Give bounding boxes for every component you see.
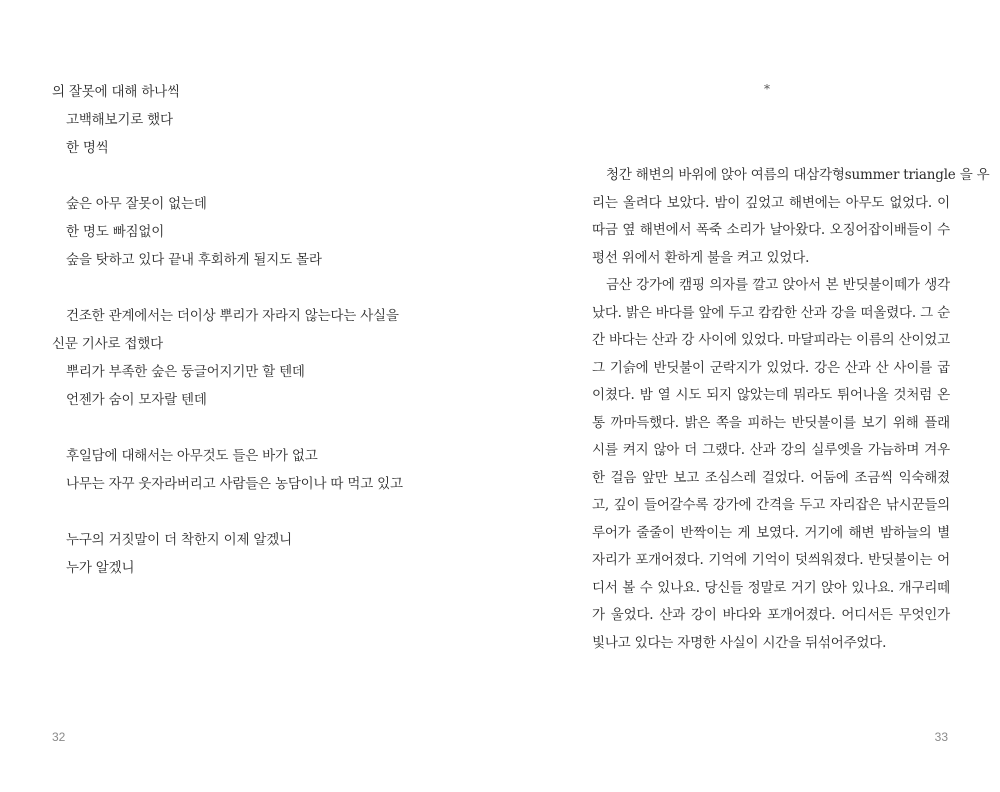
poem-text: [52, 78, 472, 582]
poem-line: 뿌리가 부족한 숲은 둥글어지기만 할 텐데: [66, 364, 305, 380]
prose-line: 리는 올려다 보았다. 밤이 깊었고 해변에는 아무도 없었다. 이: [592, 194, 950, 211]
stanza-break: [52, 162, 472, 190]
poem-line: 후일담에 대해서는 아무것도 들은 바가 없고: [66, 448, 318, 464]
prose-line: 고, 깊이 들어갈수록 강가에 간격을 두고 자리잡은 낚시꾼들의: [592, 497, 950, 513]
prose-line: 그 기슭에 반딧불이 군락지가 있었다. 강은 산과 산 사이를 굽: [592, 359, 950, 376]
prose-line: 평선 위에서 환하게 불을 켜고 있었다.: [592, 249, 810, 266]
prose-line: 가 울었다. 산과 강이 바다와 포개어졌다. 어디서든 무엇인가: [592, 607, 950, 623]
stanza-break: [52, 414, 472, 442]
prose-line: 청간 해변의 바위에 앉아 여름의 대삼각형summer triangle 을 우: [606, 167, 990, 183]
poem-line: 한 명씩: [66, 140, 109, 156]
poem-line: 나무는 자꾸 웃자라버리고 사람들은 농담이나 따 먹고 있고: [66, 476, 403, 492]
page-number-right: 33: [934, 730, 948, 744]
stanza-break: [52, 498, 472, 526]
poem-line: 한 명도 빠짐없이: [66, 224, 165, 240]
prose-text: [592, 162, 990, 657]
poem-line: 의 잘못에 대해 하나씩: [52, 84, 180, 100]
prose-line: 한 걸음 앞만 보고 조심스레 걸었다. 어둠에 조금씩 익숙해졌: [592, 469, 950, 486]
page-number-left: 32: [52, 730, 66, 744]
prose-line: 자리가 포개어졌다. 기억에 기억이 덧씌워졌다. 반딧불이는 어: [592, 552, 950, 568]
prose-line: 금산 강가에 캠핑 의자를 깔고 앉아서 본 반딧불이떼가 생각: [606, 277, 950, 293]
prose-line: 간 바다는 산과 강 사이에 있었다. 마달피라는 이름의 산이었고: [592, 332, 950, 348]
section-mark: *: [764, 82, 770, 96]
poem-line: 신문 기사로 접했다: [52, 336, 163, 352]
prose-line: 났다. 밝은 바다를 앞에 두고 캄캄한 산과 강을 떠올렸다. 그 순: [592, 304, 950, 321]
poem-line: 언젠가 숨이 모자랄 텐데: [66, 392, 207, 408]
prose-line: 디서 볼 수 있나요. 당신들 정말로 거기 앉아 있나요. 개구리떼: [592, 579, 950, 596]
poem-line: 숲을 탓하고 있다 끝내 후회하게 될지도 몰라: [66, 252, 322, 268]
prose-line: 이쳤다. 밤 열 시도 되지 않았는데 뭐라도 튀어나올 것처럼 온: [592, 387, 950, 403]
prose-line: 따금 옆 해변에서 폭죽 소리가 날아왔다. 오징어잡이배들이 수: [592, 222, 950, 238]
poem-line: 숲은 아무 잘못이 없는데: [66, 196, 207, 212]
stanza-break: [52, 274, 472, 302]
prose-line: 루어가 줄줄이 반짝이는 게 보였다. 거기에 해변 밤하늘의 별: [592, 524, 950, 541]
poem-line: 고백해보기로 했다: [66, 112, 173, 128]
poem-line: 누구의 거짓말이 더 착한지 이제 알겠니: [66, 532, 292, 548]
prose-line: 통 까마득했다. 밝은 쪽을 피하는 반딧불이를 보기 위해 플래: [592, 414, 950, 431]
right-page: [500, 0, 1000, 792]
poem-line: 누가 알겠니: [66, 560, 135, 576]
prose-line: 빛나고 있다는 자명한 사실이 시간을 뒤섞어주었다.: [592, 634, 887, 651]
prose-line: 시를 켜지 않아 더 그랬다. 산과 강의 실루엣을 가늠하며 겨우: [592, 442, 950, 458]
poem-line: 건조한 관계에서는 더이상 뿌리가 자라지 않는다는 사실을: [66, 308, 399, 324]
